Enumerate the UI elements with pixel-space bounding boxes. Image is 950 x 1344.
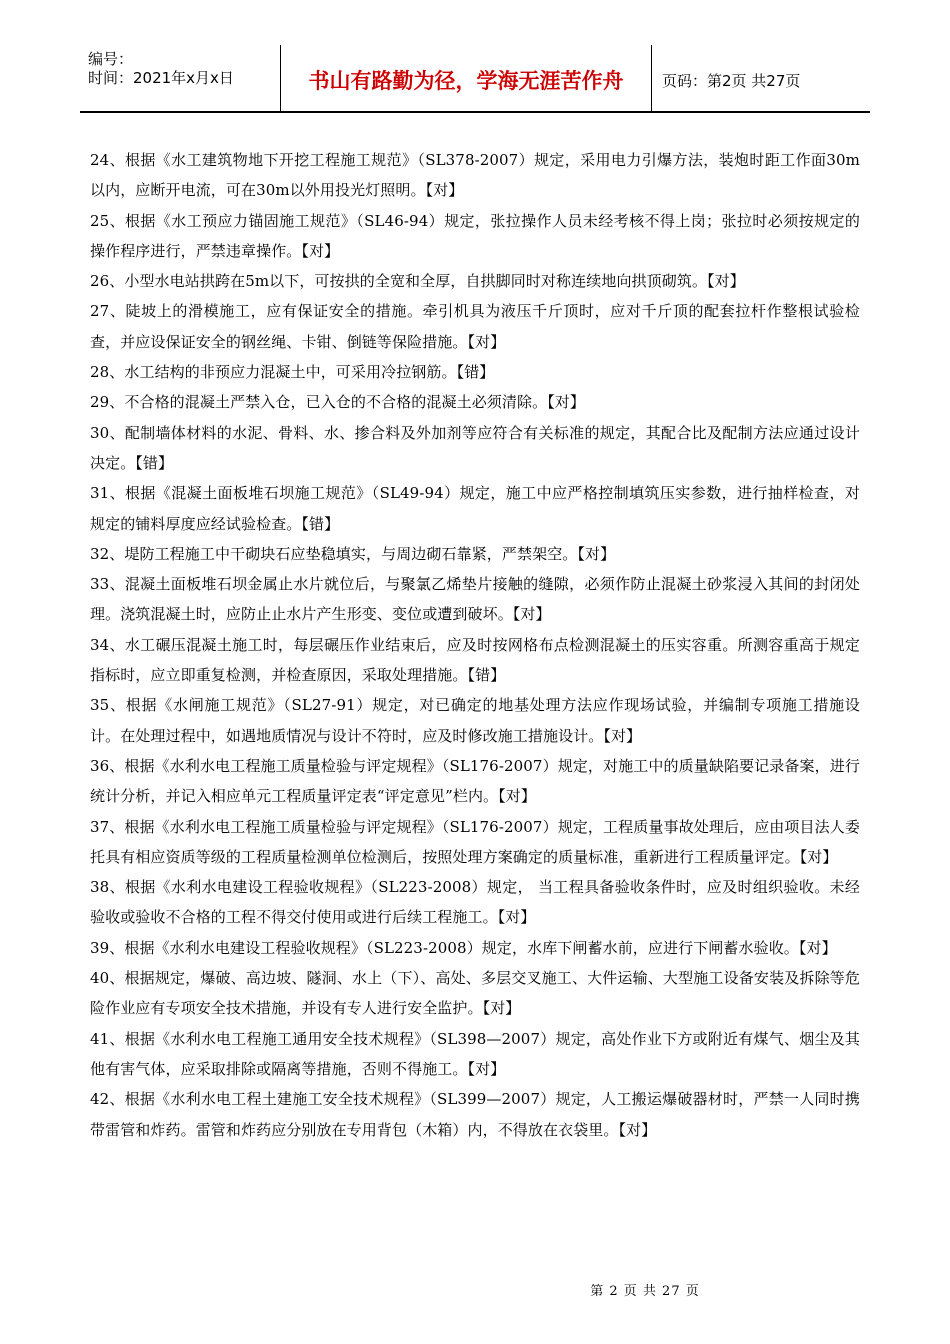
header-page-info: 页码：第2页 共27页 [662,71,801,90]
question-item-29: 29、不合格的混凝土严禁入仓，已入仓的不合格的混凝土必须清除。【对】 [90,393,585,412]
document-date-label: 时间：2021年x月x日 [88,69,234,87]
question-item-37: 37、根据《水利水电工程施工质量检验与评定规程》（SL176-2007）规定，工程质量事故处理后，应由项目法人委托具有相应资质等级的工程质量检测单位检测后，按照处理方案确定的质量标准，重新进行工程质量评定。【对】 [90,817,860,866]
header-motto: 书山有路勤为径，学海无涯苦作舟 [280,45,652,111]
question-item-38: 38、根据《水利水电建设工程验收规程》（SL223-2008）规定， 当工程具备验收条件时，应及时组织验收。未经验收或验收不合格的工程不得交付使用或进行后续工程施工。【对】 [90,878,860,927]
question-item-35: 35、根据《水闸施工规范》（SL27-91）规定，对已确定的地基处理方法应作现场试验，并编制专项施工措施设计。在处理过程中，如遇地质情况与设计不符时，应及时修改施工措施设计。【对】 [90,696,860,745]
header-meta [80,45,280,111]
question-item-34: 34、水工碾压混凝土施工时，每层碾压作业结束后，应及时按网格布点检测混凝土的压实容重。所测容重高于规定指标时，应立即重复检测，并检查原因，采取处理措施。【错】 [90,635,860,685]
question-item-26: 26、小型水电站拱跨在5m以下，可按拱的全宽和全厚，自拱脚同时对称连续地向拱顶砌筑。【对】 [90,272,745,291]
question-item-30: 30、配制墙体材料的水泥、骨料、水、掺合料及外加剂等应符合有关标准的规定，其配合比及配制方法应通过设计决定。【错】 [90,423,860,472]
question-item-39: 39、根据《水利水电建设工程验收规程》（SL223-2008）规定，水库下闸蓄水前，应进行下闸蓄水验收。【对】 [90,938,837,957]
question-item-40: 40、根据规定，爆破、高边坡、隧洞、水上（下）、高处、多层交叉施工、大件运输、大型施工设备安装及拆除等危险作业应有专项安全技术措施，并设有专人进行安全监护。【对】 [90,969,860,1018]
question-item-42: 42、根据《水利水电工程土建施工安全技术规程》（SL399—2007）规定，人工搬运爆破器材时，严禁一人同时携带雷管和炸药。雷管和炸药应分别放在专用背包（木箱）内，不得放在衣袋里。【对】 [90,1090,860,1139]
question-item-31: 31、根据《混凝土面板堆石坝施工规范》（SL49-94）规定，施工中应严格控制填筑压实参数，进行抽样检查，对规定的铺料厚度应经试验检查。【错】 [90,484,860,533]
page-header [80,45,870,113]
question-item-33: 33、混凝土面板堆石坝金属止水片就位后，与聚氯乙烯垫片接触的缝隙，必须作防止混凝土砂浆浸入其间的封闭处理。浇筑混凝土时，应防止止水片产生形变、变位或遭到破坏。【对】 [90,575,860,624]
document-number-label: 编号： [88,50,134,68]
question-item-28: 28、水工结构的非预应力混凝土中，可采用冷拉钢筋。【错】 [90,363,495,382]
question-item-27: 27、陡坡上的滑模施工，应有保证安全的措施。牵引机具为液压千斤顶时，应对千斤顶的配套拉杆作整根试验检查，并应设保证安全的钢丝绳、卡钳、倒链等保险措施。【对】 [90,302,860,351]
question-item-24: 24、根据《水工建筑物地下开挖工程施工规范》（SL378-2007）规定，采用电力引爆方法，装炮时距工作面30m以内，应断开电流，可在30m以外用投光灯照明。【对】 [90,151,860,200]
question-item-36: 36、根据《水利水电工程施工质量检验与评定规程》（SL176-2007）规定，对施工中的质量缺陷要记录备案，进行统计分析，并记入相应单元工程质量评定表“评定意见”栏内。【对】 [90,756,860,806]
document-body [90,145,860,1145]
question-item-41: 41、根据《水利水电工程施工通用安全技术规程》（SL398—2007）规定，高处作业下方或附近有煤气、烟尘及其他有害气体，应采取排除或隔离等措施，否则不得施工。【对】 [90,1029,860,1078]
question-item-25: 25、根据《水工预应力锚固施工规范》（SL46-94）规定，张拉操作人员未经考核不得上岗；张拉时必须按规定的操作程序进行，严禁违章操作。【对】 [90,211,860,260]
page-footer: 第 2 页 共 27 页 [590,1284,700,1299]
question-item-32: 32、堤防工程施工中干砌块石应垫稳填实，与周边砌石靠紧，严禁架空。【对】 [90,544,616,563]
